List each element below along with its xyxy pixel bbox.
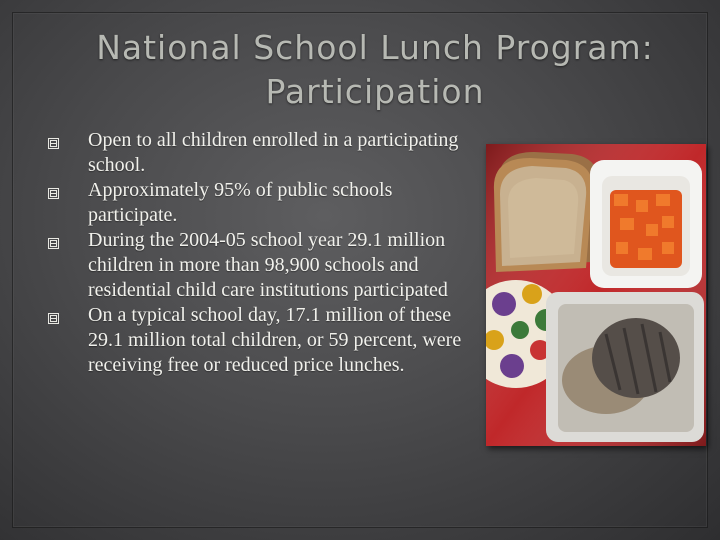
- carrot-cup: [590, 160, 702, 288]
- patty-container: [546, 292, 704, 442]
- lunch-tray-photo: [486, 144, 706, 446]
- bread-slices: [494, 152, 599, 272]
- bullet-text: On a typical school day, 17.1 million of these 29.1 million total children, or 59 percent, were receiving free or reduced price lunches.: [88, 304, 462, 376]
- bullet-item: [48, 178, 476, 228]
- title-line-1: National School Lunch Program:: [96, 28, 654, 67]
- bullet-text: Approximately 95% of public schools participate.: [88, 179, 393, 226]
- box-bullet-icon: [48, 138, 59, 149]
- lunch-tray-image: [486, 144, 706, 446]
- title-line-2: Participation: [265, 72, 485, 111]
- bullet-text: During the 2004-05 school year 29.1 million children in more than 98,900 schools and residential child care institutions participated: [88, 229, 448, 301]
- bullet-list: [48, 128, 476, 378]
- bullet-item: [48, 228, 476, 303]
- bullet-item: [48, 128, 476, 178]
- bullet-text: Open to all children enrolled in a participating school.: [88, 129, 459, 176]
- slide-title: [50, 26, 700, 114]
- box-bullet-icon: [48, 238, 59, 249]
- box-bullet-icon: [48, 188, 59, 199]
- bullet-item: [48, 303, 476, 378]
- box-bullet-icon: [48, 313, 59, 324]
